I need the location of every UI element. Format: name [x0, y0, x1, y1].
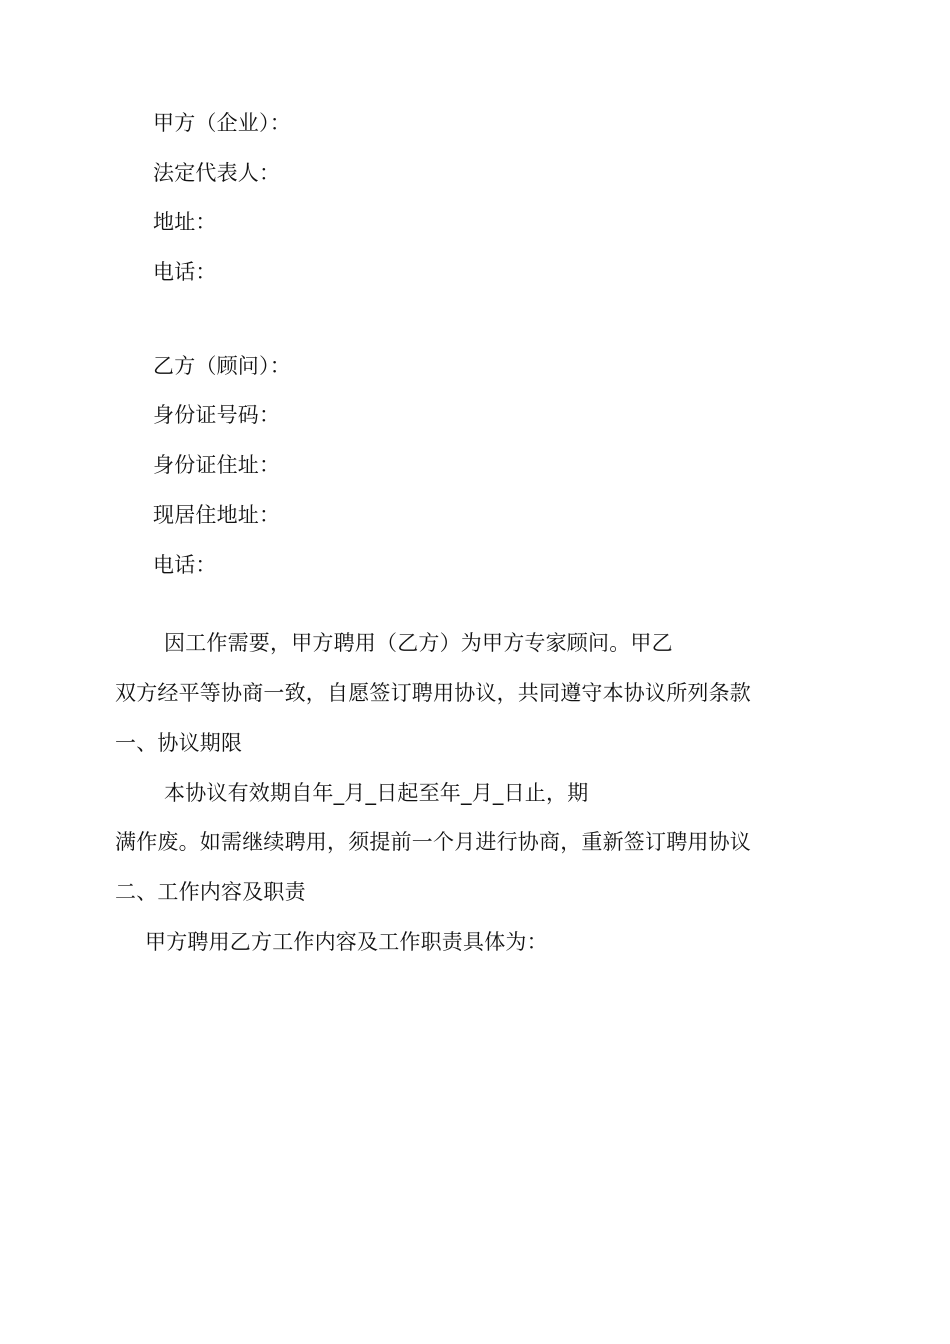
party-a-address-label: 地址： — [153, 210, 217, 234]
section-1-heading: 一、协议期限 — [115, 731, 243, 755]
party-a-label: 甲方（企业）： — [153, 111, 291, 135]
section-1-line-1: 本协议有效期自年_月_日起至年_月_日止，期 — [164, 781, 589, 805]
party-a-legal-rep-label: 法定代表人： — [153, 161, 281, 185]
party-b-id-number-label: 身份证号码： — [153, 403, 281, 427]
party-b-label: 乙方（顾问）： — [153, 354, 291, 378]
intro-line-2: 双方经平等协商一致，自愿签订聘用协议，共同遵守本协议所列条款 — [115, 681, 751, 705]
party-b-current-address-label: 现居住地址： — [153, 503, 281, 527]
party-a-phone-label: 电话： — [153, 260, 217, 284]
section-2-heading: 二、工作内容及职责 — [115, 880, 306, 904]
section-1-line-2: 满作废。如需继续聘用，须提前一个月进行协商，重新签订聘用协议 — [115, 830, 751, 854]
intro-line-1: 因工作需要，甲方聘用（乙方）为甲方专家顾问。甲乙 — [164, 631, 673, 655]
party-b-id-address-label: 身份证住址： — [153, 453, 281, 477]
section-2-line-1: 甲方聘用乙方工作内容及工作职责具体为： — [145, 930, 548, 954]
party-b-phone-label: 电话： — [153, 553, 217, 577]
